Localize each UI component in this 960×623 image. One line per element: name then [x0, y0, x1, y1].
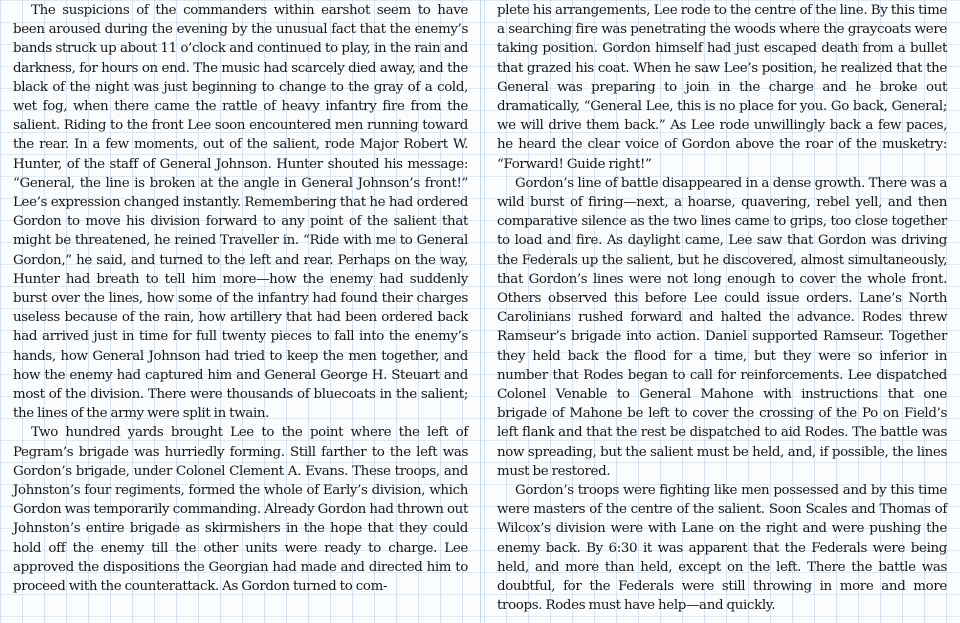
paragraph-continuation: plete his arrangements, Lee rode to the centre of the line. By this time a searching fire was penetrating the woods where the graycoats were taking position. Gordon himself had just escaped death from a bullet that grazed his coat. When he saw Lee’s position, he realized that the General was preparing to join in the charge and he broke out dramatically, “General Lee, this is no place for you. Go back, General; we will drive them back.” As Lee rode unwillingly back a few paces, he heard the clear voice of Gordon above the roar of the musketry: “Forward! Guide right!” — [497, 3, 947, 172]
right-text-column — [497, 1, 947, 616]
paragraph: Gordon’s line of battle disappeared in a dense growth. There was a wild burst of firing—next, a hoarse, quavering, rebel yell, and then comparative silence as the two lines came to grips, too close together to load and fire. As daylight came, Lee saw that Gordon was driving the Federals up the salient, but he discovered, almost simultaneously, that Gordon’s lines were not long enough to cover the whole front. Others observed this before Lee could issue orders. Lane’s North Carolinians rushed forward and halted the advance. Rodes threw Ramseur’s brigade into action. Daniel supported Ramseur. Together they held back the flood for a time, but they were so inferior in number that Rodes began to call for reinforcements. Lee dispatched Colonel Venable to General Mahone with instructions that one brigade of Mahone be left to cover the crossing of the Po on Field’s left flank and that the rest be dispatched to aid Rodes. The battle was now spreading, but the salient must be held, and, if possible, the lines must be restored. — [497, 175, 947, 479]
paragraph: The suspicions of the commanders within earshot seem to have been aroused during the evening by the unusual fact that the enemy’s bands struck up about 11 o’clock and continued to play, in the rain and darkness, for hours on end. The music had scarcely died away, and the black of the night was just beginning to change to the gray of a cold, wet fog, when there came the rattle of heavy infantry fire from the salient. Riding to the front Lee soon encountered men running toward the rear. In a few moments, out of the salient, rode Major Robert W. Hunter, of the staff of General Johnson. Hunter shouted his message: “General, the line is broken at the angle in General Johnson’s front!” Lee’s expression changed instantly. Remembering that he had ordered Gordon to move his division forward to any point of the salient that might be threatened, he reined Traveller in. “Ride with me to General Gordon,” he said, and turned to the left and rear. Perhaps on the way, Hunter had breath to tell him more—how the enemy had suddenly burst over the lines, how some of the infantry had found their charges useless because of the rain, how artillery that had been ordered back had arrived just in time for full twenty pieces to fall into the enemy’s hands, how General Johnson had tried to keep the men together, and how the enemy had captured him and General George H. Steuart and most of the division. There were thousands of bluecoats in the salient; the lines of the army were split in twain. — [13, 3, 468, 422]
paragraph: Two hundred yards brought Lee to the point where the left of Pegram’s brigade was hurriedly forming. Still farther to the left was Gordon’s brigade, under Colonel Clement A. Evans. These troops, and Johnston’s four regiments, formed the whole of Early’s division, which Gordon was temporarily commanding. Already Gordon had thrown out Johnston’s entire brigade as skirmishers in the hope that they could hold off the enemy till the other units were ready to charge. Lee approved the dispositions the Georgian had made and directed him to proceed with the counterattack. As Gordon turned to com- — [13, 425, 468, 595]
paragraph: Gordon’s troops were fighting like men possessed and by this time were masters of the centre of the salient. Soon Scales and Thomas of Wilcox’s division were with Lane on the right and were pushing the enemy back. By 6:30 it was apparent that the Federals were being held, and more than held, except on the left. There the battle was doubtful, for the Federals were still throwing in more and more troops. Rodes must have help—and quickly. — [497, 483, 947, 614]
left-text-column — [13, 1, 468, 596]
column-divider — [480, 0, 481, 623]
